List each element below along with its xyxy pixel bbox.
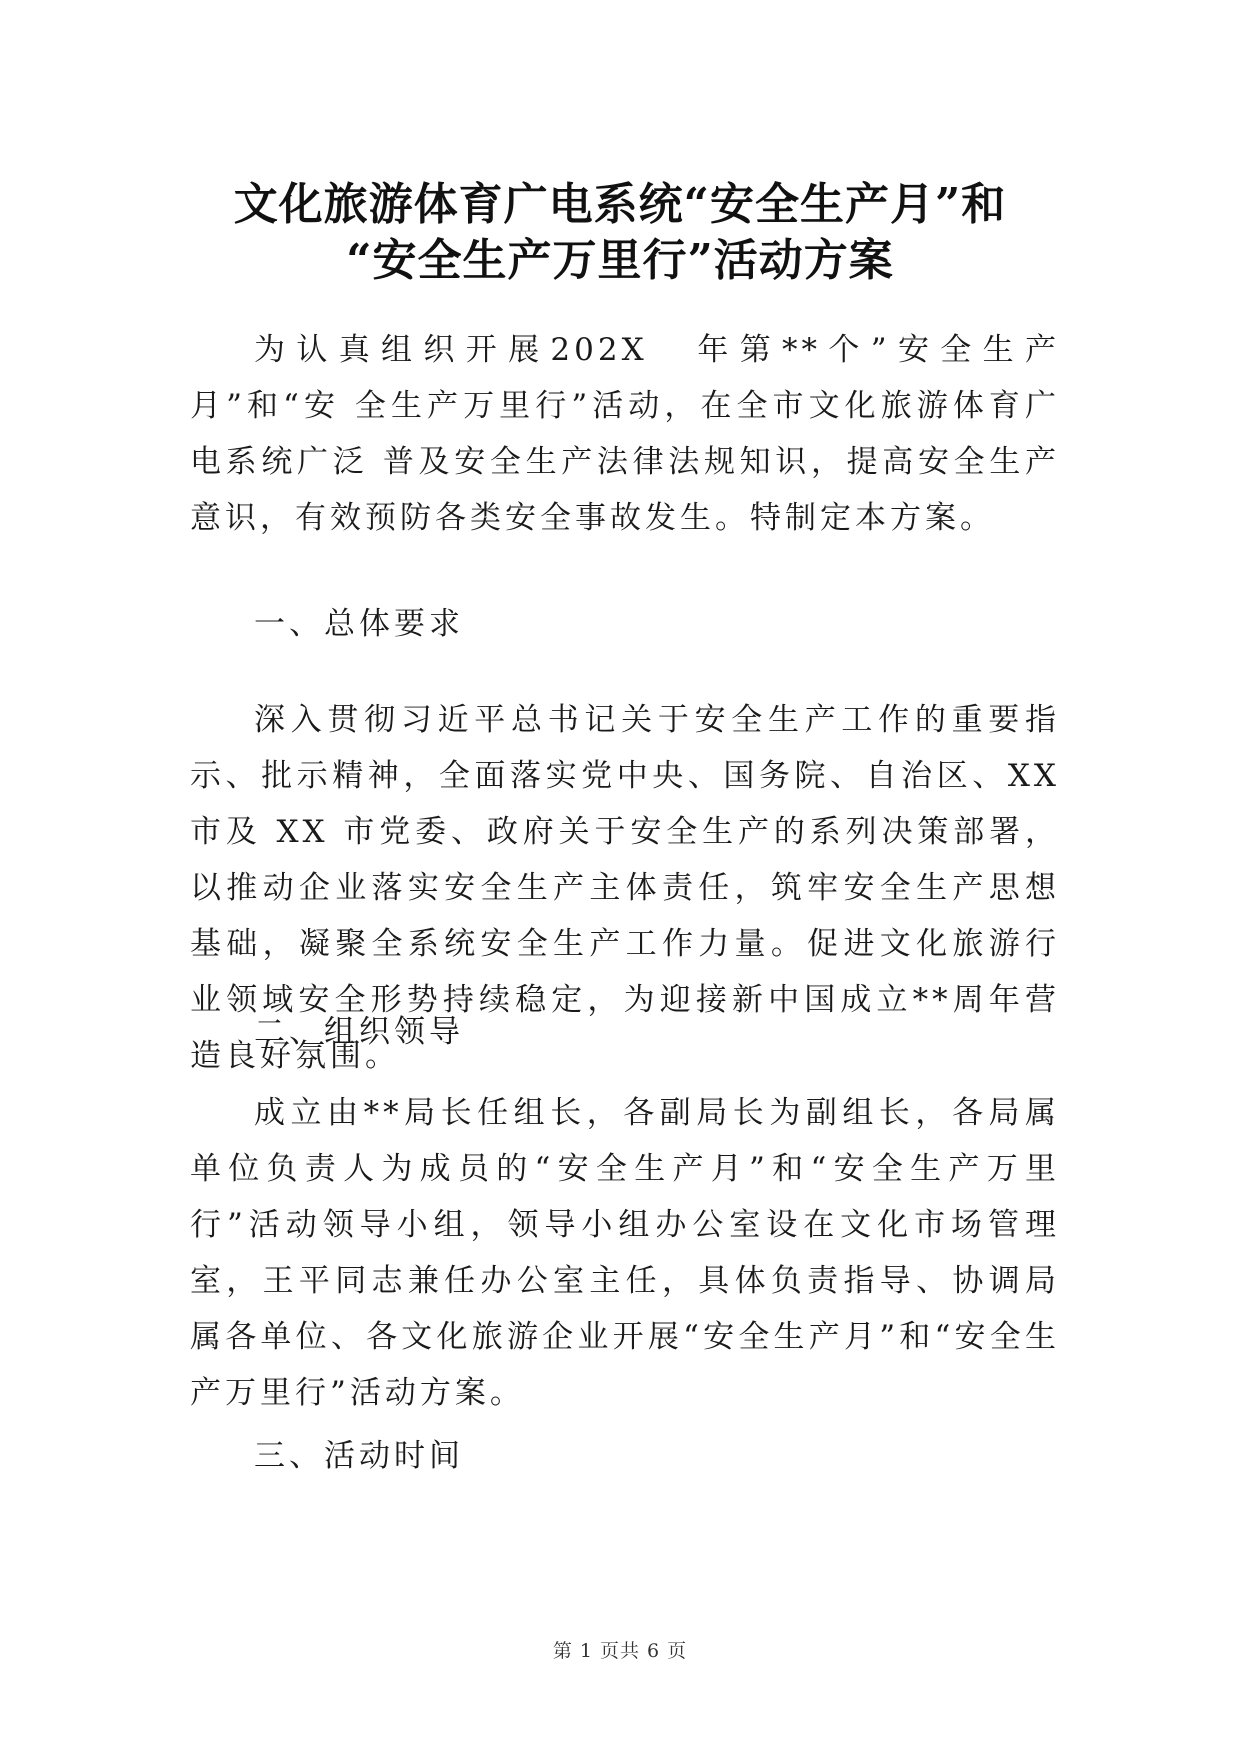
section-1-heading-block bbox=[190, 596, 1060, 652]
document-title-line-1: 文化旅游体育广电系统“安全生产月”和 bbox=[233, 179, 1007, 230]
page-footer: 第 1 页共 6 页 bbox=[552, 1640, 688, 1662]
section-1-heading: 一、总体要求 bbox=[254, 606, 464, 642]
document-title-line-2: “安全生产万里行”活动方案 bbox=[346, 235, 894, 286]
section-2-heading-block bbox=[190, 1004, 1060, 1060]
section-2-body: 成立由**局长任组长，各副局长为副组长，各局属单位负责人为成员的“安全生产月”和“安全生产万里行”活动领导小组，领导小组办公室设在文化市场管理室，王平同志兼任办公室主任，具体负责指导、协调局属各单位、各文化旅游企业开展“安全生产月”和“安全生产万里行”活动方案。 bbox=[190, 1095, 1060, 1411]
section-3-heading-block bbox=[190, 1428, 1060, 1484]
section-3-heading: 三、活动时间 bbox=[254, 1438, 464, 1474]
intro-paragraph: 为认真组织开展202X 年第**个”安全生产月”和“安 全生产万里行”活动，在全市文化旅游体育广电系统广泛 普及安全生产法律法规知识，提高安全生产意识，有效预防各类安全事故发生。特制定本方案。 bbox=[190, 332, 1060, 536]
section-2-heading: 二、组织领导 bbox=[254, 1014, 464, 1050]
section-1-body: 深入贯彻习近平总书记关于安全生产工作的重要指示、批示精神，全面落实党中央、国务院、自治区、XX 市及 XX 市党委、政府关于安全生产的系列决策部署，以推动企业落实安全生产主体责任，筑牢安全生产思想基础，凝聚全系统安全生产工作力量。促进文化旅游行业领域安全形势持续稳定，为迎接新中国成立**周年营造良好氛围。 bbox=[190, 702, 1060, 1074]
intro-paragraph-block bbox=[190, 322, 1060, 546]
section-2-body-block bbox=[190, 1085, 1060, 1421]
